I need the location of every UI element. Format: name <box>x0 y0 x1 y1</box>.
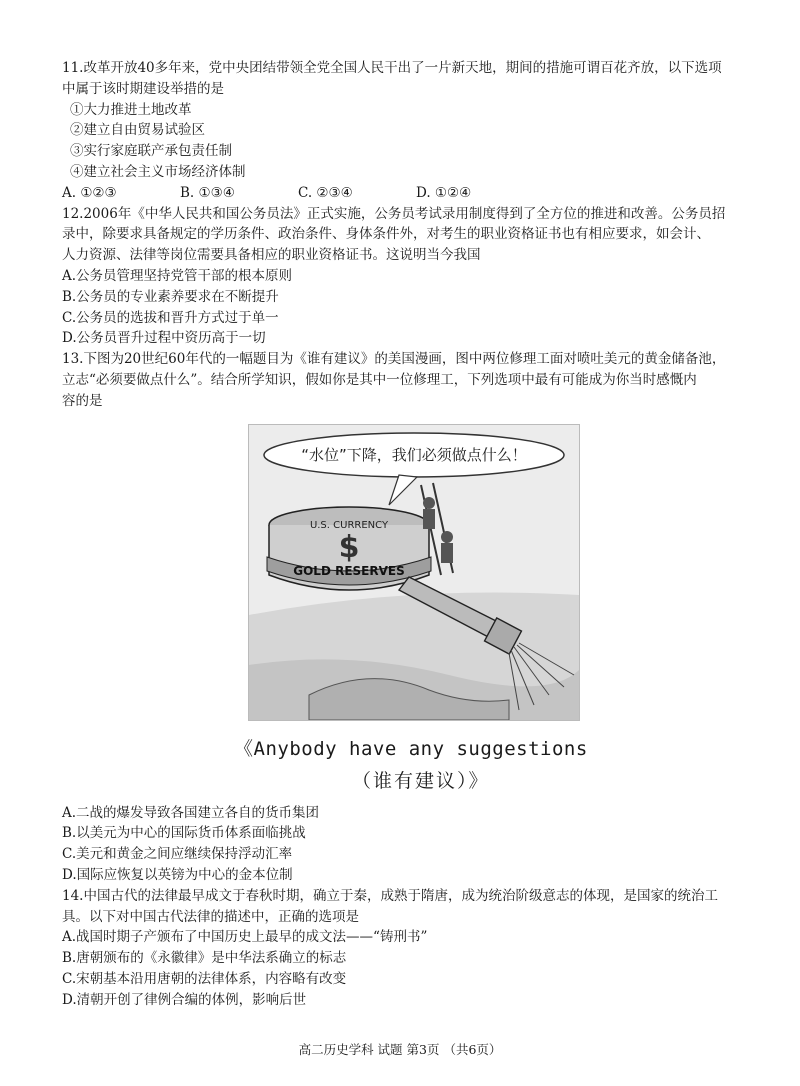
question-12-stem-line-2: 录中，除要求具备规定的学历条件、政治条件、身体条件外，对考生的职业资格证书也有相应要求，如会计、 <box>62 226 710 243</box>
question-14-stem-line-2: 具。以下对中国古代法律的描述中，正确的选项是 <box>62 908 359 925</box>
question-14-option-d: D.清朝开创了律例合编的体例，影响后世 <box>62 991 307 1008</box>
question-11-item-1: ①大力推进土地改革 <box>70 101 192 118</box>
question-14-stem-line-1: 14.中国古代的法律最早成文于春秋时期，确立于秦，成熟于隋唐，成为统治阶级意志的体现，是国家的统治工 <box>62 887 718 904</box>
question-11-option-b: B. ①③④ <box>180 184 235 201</box>
tank-top-label: U.S. CURRENCY <box>309 519 389 531</box>
tank-band-label: GOLD RESERVES <box>293 563 405 578</box>
repairman-1 <box>423 497 435 509</box>
question-13-stem-line-3: 容的是 <box>62 392 103 409</box>
question-11-options <box>62 183 780 204</box>
question-12-stem-line-3: 人力资源、法律等岗位需要具备相应的职业资格证书。这说明当今我国 <box>62 247 481 264</box>
question-12-option-a: A.公务员管理坚持党管干部的根本原则 <box>62 267 293 284</box>
question-14-option-b: B.唐朝颁布的《永徽律》是中华法系确立的标志 <box>62 950 347 967</box>
cartoon-caption-english: 《Anybody have any suggestions <box>234 737 588 760</box>
question-12 <box>62 204 780 350</box>
question-14-option-a: A.战国时期子产颁布了中国历史上最早的成文法——“铸刑书” <box>62 929 428 946</box>
question-13-option-d: D.国际应恢复以英镑为中心的金本位制 <box>62 866 293 883</box>
question-11-item-2: ②建立自由贸易试验区 <box>70 122 205 139</box>
cartoon-caption-chinese: （谁有建议）》 <box>352 769 490 792</box>
question-12-option-d: D.公务员晋升过程中资历高于一切 <box>62 330 266 347</box>
question-11-option-a: A. ①②③ <box>62 184 117 201</box>
exam-page <box>62 58 780 1011</box>
cartoon-illustration <box>249 425 579 720</box>
question-11-option-d: D. ①②④ <box>416 184 472 201</box>
question-11-item-4: ④建立社会主义市场经济体制 <box>70 163 246 180</box>
speech-bubble-text: “水位”下降，我们必须做点什么！ <box>301 445 527 464</box>
cartoon-figure <box>248 424 580 721</box>
question-11-item-3: ③实行家庭联产承包责任制 <box>70 143 232 160</box>
question-13-option-b: B.以美元为中心的国际货币体系面临挑战 <box>62 825 306 842</box>
question-12-option-b: B.公务员的专业素养要求在不断提升 <box>62 288 279 305</box>
question-13-stem-line-1: 13.下图为20世纪60年代的一幅题目为《谁有建议》的美国漫画，图中两位修理工面对喷吐美元的黄金储备池， <box>62 351 726 368</box>
question-11-stem-line-1: 11.改革开放40多年来，党中央团结带领全党全国人民干出了一片新天地，期间的措施可谓百花齐放，以下选项 <box>62 60 722 76</box>
question-11-stem-line-2: 中属于该时期建设举措的是 <box>62 80 224 97</box>
question-14 <box>62 886 780 1011</box>
page-footer: 高二历史学科 试题 第3页 （共6页） <box>298 1042 502 1057</box>
question-13-option-c: C.美元和黄金之间应继续保持浮动汇率 <box>62 846 293 863</box>
question-11 <box>62 58 780 204</box>
question-12-option-c: C.公务员的选拔和晋升方式过于单一 <box>62 309 279 326</box>
question-11-option-c: C. ②③④ <box>298 184 353 201</box>
question-13 <box>62 349 780 886</box>
question-12-stem-line-1: 12.2006年《中华人民共和国公务员法》正式实施，公务员考试录用制度得到了全方位的推进和改善。公务员招 <box>62 205 726 222</box>
question-13-stem-line-2: 立志“必须要做点什么”。结合所学知识，假如你是其中一位修理工，下列选项中最有可能成为你当时感慨内 <box>62 371 697 388</box>
question-13-option-a: A.二战的爆发导致各国建立各自的货币集团 <box>62 804 320 821</box>
repairman-2 <box>441 531 453 543</box>
question-14-option-c: C.宋朝基本沿用唐朝的法律体系，内容略有改变 <box>62 970 347 987</box>
dollar-symbol: $ <box>338 529 360 565</box>
